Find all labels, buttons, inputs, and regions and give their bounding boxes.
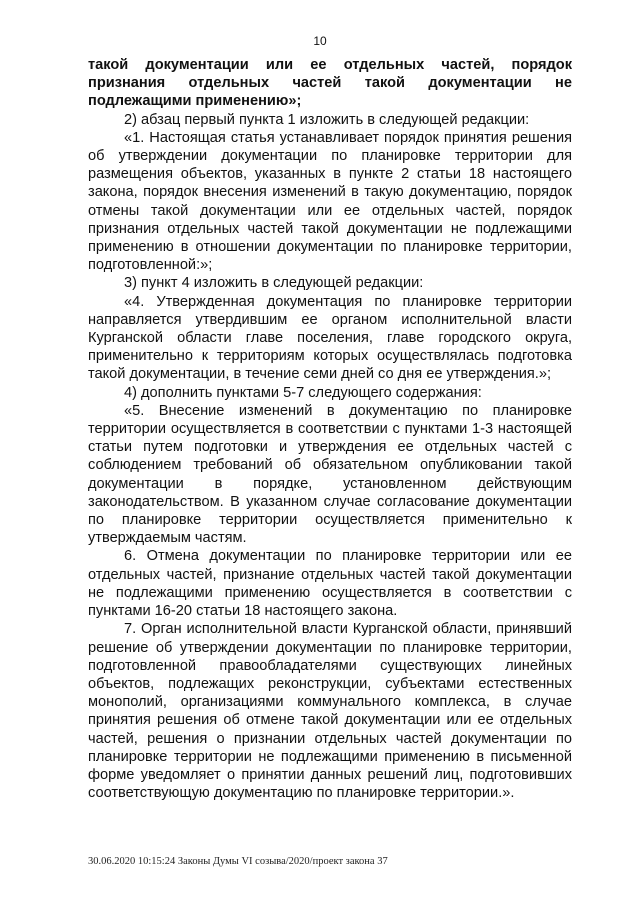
- paragraph-6: 6. Отмена документации по планировке территории или ее отдельных частей, признание отдельных частей такой документации не подлежащими применению осуществляется в соответствии с пунктами 16-20 статьи 18 настоящего закона.: [88, 548, 572, 620]
- paragraph-quote-4: «4. Утвержденная документация по планировке территории направляется утвердившим ее органом исполнительной власти Курганской области главе поселения, главе городского округа, применительно к территориям которых осуществлялась подготовка такой документации, в течение семи дней со дня ее утверждения.»;: [88, 293, 572, 383]
- paragraph-7: 7. Орган исполнительной власти Курганской области, принявший решение об утверждении документации по планировке территории, подготовленной правообладателями существующих линейных объектов, подлежащих реконструкции, субъектами естественных монополий, организациями коммунального комплекса, в случае принятия решения об отмене такой документации или ее отдельных частей, решения о признании отдельных частей документации по планировке территории не подлежащими применению в письменной форме уведомляет о принятии данных решений лиц, подготовивших соответствующую документацию по планировке территории.».: [88, 621, 572, 802]
- document-body: [88, 56, 572, 802]
- paragraph-quote-1: «1. Настоящая статья устанавливает порядок принятия решения об утверждении документации по планировке территории для размещения объектов, указанных в пункте 2 статьи 18 настоящего закона, порядок внесения изменений в такую документацию, порядок отмены такой документации или ее отдельных частей, порядок признания отдельных частей такой документации не подлежащими применению в отношении документации по планировке территории, подготовленной:»;: [88, 129, 572, 274]
- paragraph-continuation: такой документации или ее отдельных частей, порядок признания отдельных частей такой документации не подлежащими применению»;: [88, 57, 572, 110]
- paragraph-item-2: 2) абзац первый пункта 1 изложить в следующей редакции:: [124, 111, 530, 128]
- page-number: 10: [313, 34, 327, 48]
- paragraph-quote-5: «5. Внесение изменений в документацию по планировке территории осуществляется в соответствии с пунктами 1-3 настоящей статьи путем подготовки и утверждения ее отдельных частей с соблюдением требований об обязательном опубликовании такой документации в порядке, установленном действующим законодательством. В указанном случае согласование документации по планировке территории осуществляется применительно к утверждаемым частям.: [88, 402, 572, 547]
- paragraph-item-3: 3) пункт 4 изложить в следующей редакции:: [124, 275, 424, 292]
- footer-stamp: 30.06.2020 10:15:24 Законы Думы VI созыва/2020/проект закона 37: [88, 856, 388, 867]
- paragraph-item-4: 4) дополнить пунктами 5-7 следующего содержания:: [124, 384, 482, 401]
